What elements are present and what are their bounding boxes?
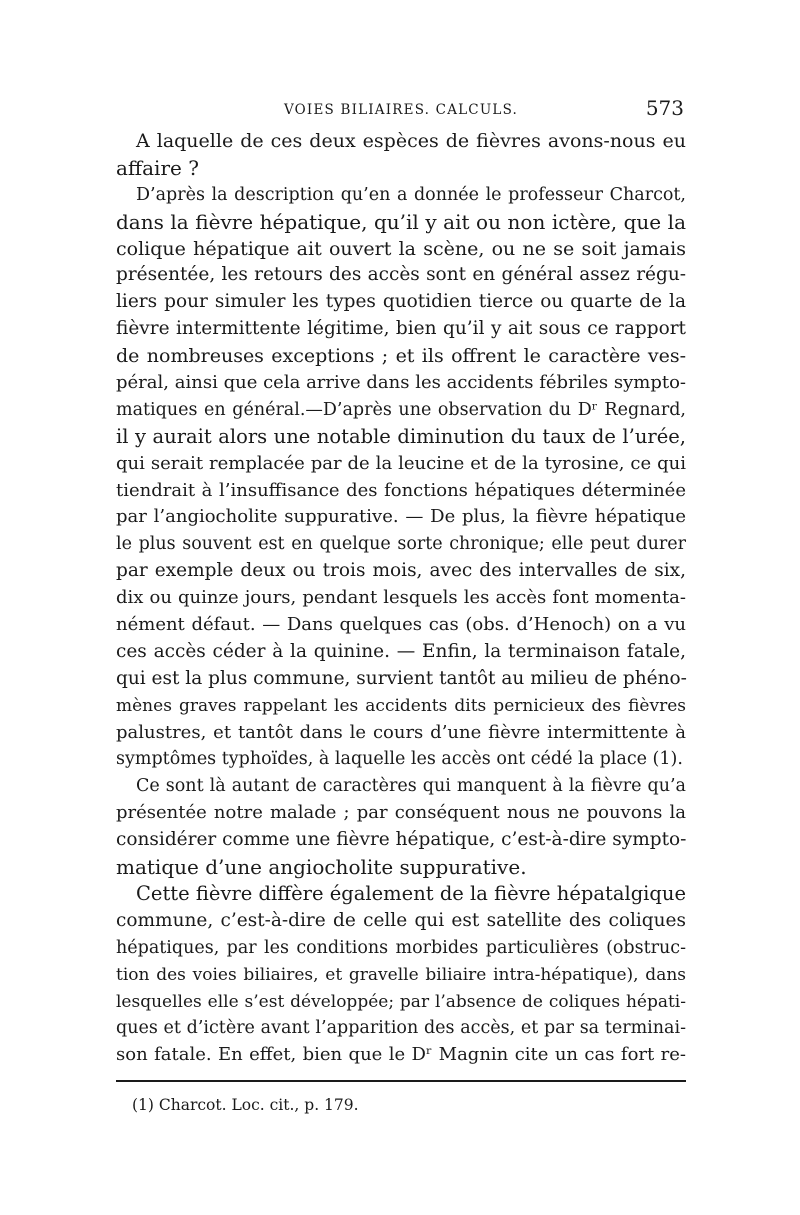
running-head bbox=[116, 96, 686, 124]
text-line: par exemple deux ou trois mois, avec des intervalles de six, bbox=[116, 560, 686, 582]
text-line: symptômes typhoïdes, à laquelle les accès ont cédé la place (1). bbox=[116, 749, 683, 770]
text-line: matique d’une angiocholite suppurative. bbox=[116, 855, 527, 880]
text-line: il y aurait alors une notable diminution du taux de l’urée, bbox=[116, 424, 686, 448]
text-line: Cette fièvre diffère également de la fièvre hépatalgique bbox=[136, 881, 686, 905]
text-line: fièvre intermittente légitime, bien qu’il y ait sous ce rapport bbox=[116, 318, 686, 340]
text-line: présentée notre malade ; par conséquent nous ne pouvons la bbox=[116, 802, 686, 824]
text-line: liers pour simuler les types quotidien tierce ou quarte de la bbox=[116, 291, 686, 313]
text-line: Ce sont là autant de caractères qui manquent à la fièvre qu’a bbox=[136, 776, 686, 797]
text-line: qui est la plus commune, survient tantôt au milieu de phéno- bbox=[116, 667, 687, 689]
text-line: dans la fièvre hépatique, qu’il y ait ou non ictère, que la bbox=[116, 209, 686, 234]
text-line: commune, c’est-à-dire de celle qui est satellite des coliques bbox=[116, 909, 686, 931]
text-line: nément défaut. — Dans quelques cas (obs. d’Henoch) on a vu bbox=[116, 614, 686, 636]
footnote-rule bbox=[116, 1080, 686, 1082]
text-line: tiendrait à l’insuffisance des fonctions hépatiques déterminée bbox=[116, 479, 686, 501]
text-line: de nombreuses exceptions ; et ils offrent le caractère ves- bbox=[116, 345, 686, 368]
text-line: qui serait remplacée par de la leucine et de la tyrosine, ce qui bbox=[116, 452, 686, 474]
text-line: péral, ainsi que cela arrive dans les accidents fébriles sympto- bbox=[116, 372, 686, 394]
text-line: son fatale. En effet, bien que le Dʳ Magnin cite un cas fort re- bbox=[116, 1044, 686, 1066]
text-line: présentée, les retours des accès sont en général assez régu- bbox=[116, 264, 686, 286]
text-line: D’après la description qu’en a donnée le professeur Charcot, bbox=[136, 184, 686, 205]
text-line: par l’angiocholite suppurative. — De plus, la fièvre hépatique bbox=[116, 506, 686, 528]
text-line: considérer comme une fièvre hépatique, c’est-à-dire sympto- bbox=[116, 829, 687, 851]
footnote: (1) Charcot. Loc. cit., p. 179. bbox=[132, 1096, 359, 1114]
text-line: A laquelle de ces deux espèces de fièvres avons-nous eu bbox=[136, 130, 686, 152]
text-line: hépatiques, par les conditions morbides particulières (obstruc- bbox=[116, 937, 686, 958]
page-number: 573 bbox=[645, 96, 684, 120]
running-title: VOIES BILIAIRES. CALCULS. bbox=[283, 102, 519, 118]
text-line: colique hépatique ait ouvert la scène, ou ne se soit jamais bbox=[116, 237, 686, 260]
text-line: palustres, et tantôt dans le cours d’une fièvre intermittente à bbox=[116, 721, 686, 743]
text-line: mènes graves rappelant les accidents dits pernicieux des fièvres bbox=[116, 695, 686, 716]
text-line: lesquelles elle s’est développée; par l’absence de coliques hépati- bbox=[116, 991, 686, 1012]
text-line: le plus souvent est en quelque sorte chronique; elle peut durer bbox=[116, 534, 686, 555]
text-line: tion des voies biliaires, et gravelle biliaire intra-hépatique), dans bbox=[116, 964, 686, 985]
text-line: ques et d’ictère avant l’apparition des accès, et par sa terminai- bbox=[116, 1018, 686, 1039]
text-line: dix ou quinze jours, pendant lesquels les accès font momenta- bbox=[116, 587, 686, 609]
body-text bbox=[116, 128, 686, 1069]
text-line: matiques en général.—D’après une observation du Dʳ Regnard, bbox=[116, 399, 686, 420]
text-line: affaire ? bbox=[116, 155, 199, 180]
text-line: ces accès céder à la quinine. — Enfin, la terminaison fatale, bbox=[116, 640, 686, 662]
